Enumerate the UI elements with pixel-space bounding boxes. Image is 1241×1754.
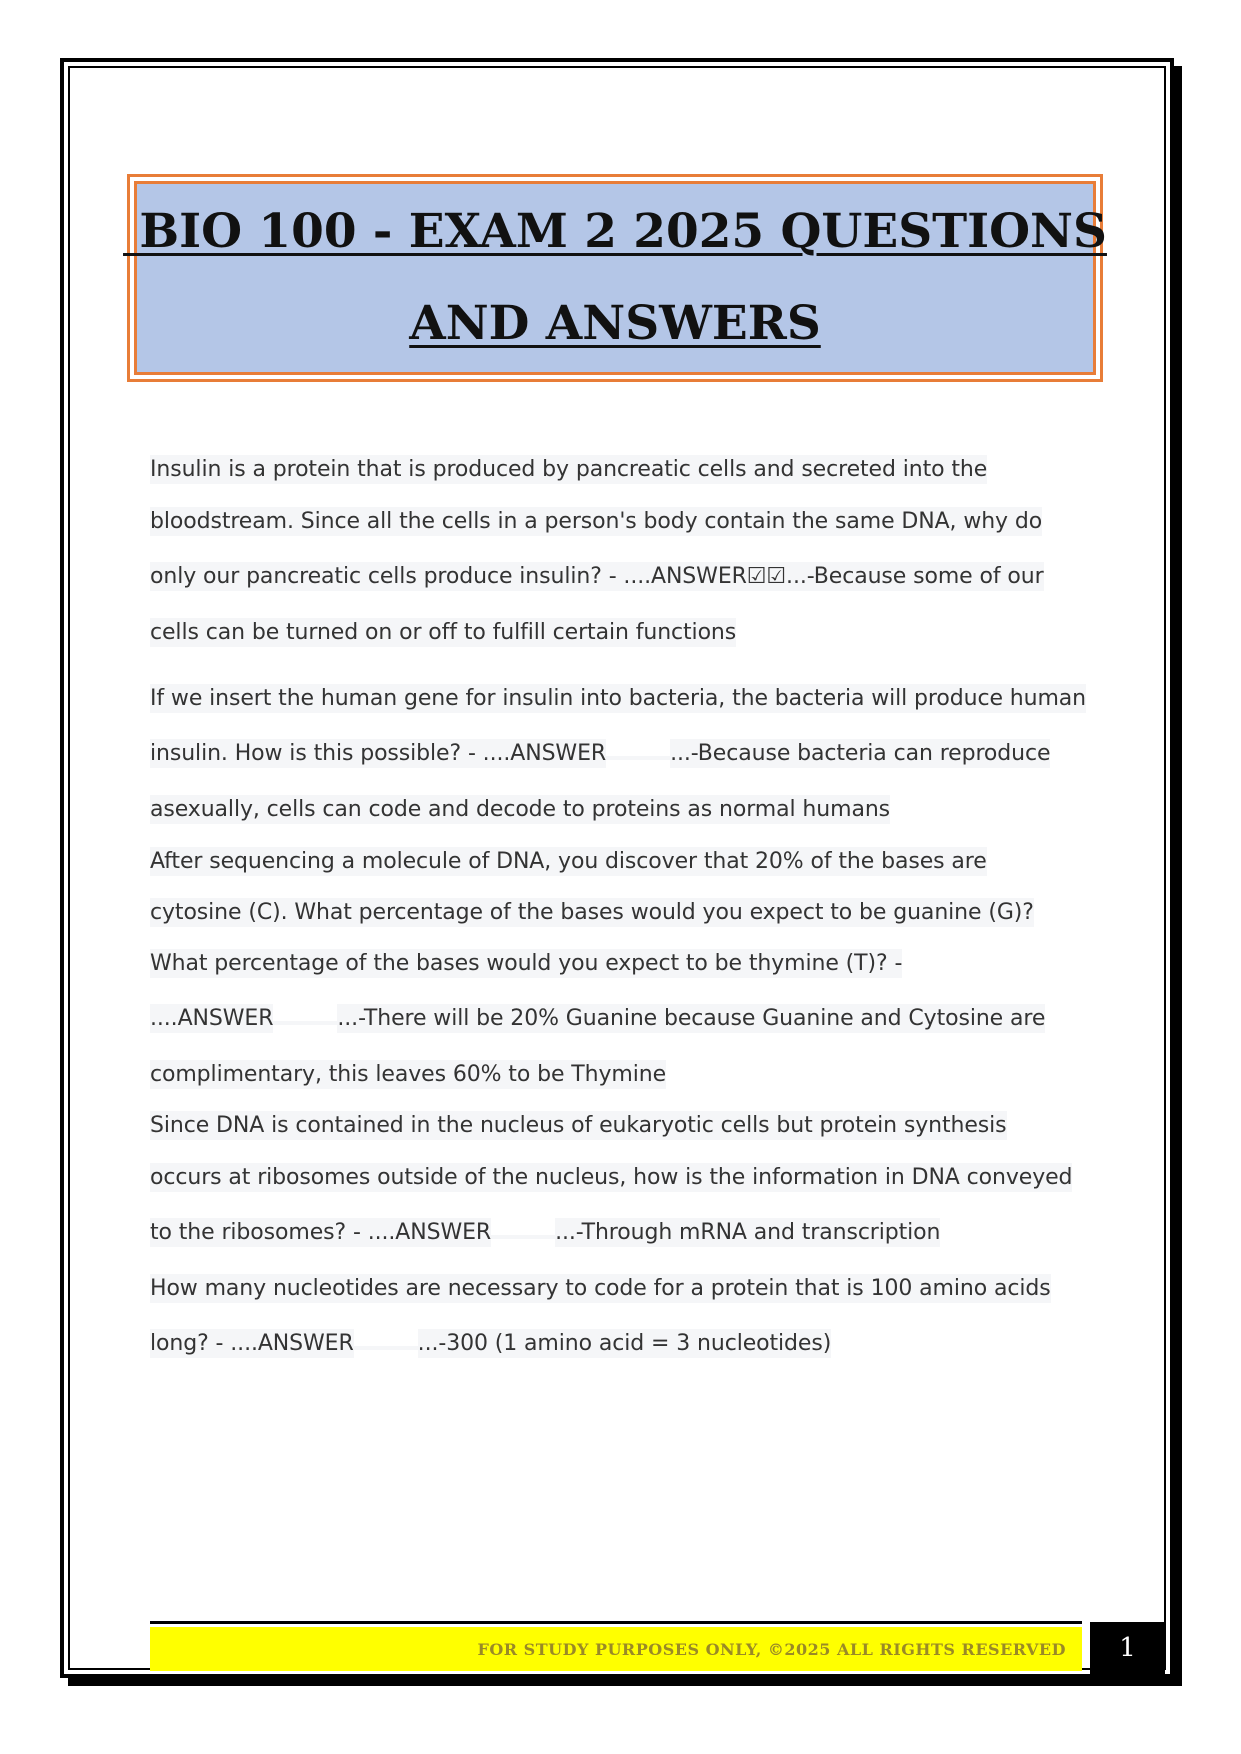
footer-rule [150,1621,1082,1624]
question-text: ....ANSWER [150,1006,274,1031]
answer-text: ...-There will be 20% Guanine because Guanine and Cytosine are [337,1006,1046,1031]
text-line: bloodstream. Since all the cells in a person's body contain the same DNA, why do [150,509,1043,534]
answer-gap [606,756,670,760]
qa-1-line-1 [150,455,987,484]
answer-gap [491,1235,555,1239]
qa-2-line-2 [150,739,1050,768]
qa-1-line-4 [150,618,736,647]
text-line: occurs at ribosomes outside of the nucleus, how is the information in DNA conveyed [150,1165,1073,1190]
answer-gap [354,1346,418,1350]
answer-text: ...-Through mRNA and transcription [555,1220,941,1245]
qa-2-line-3 [150,795,890,824]
question-text: long? - ....ANSWER [150,1331,354,1356]
qa-3-line-3 [150,949,902,978]
page-title-line-1: BIO 100 - EXAM 2 2025 QUESTIONS [123,204,1107,259]
answer-text: ...-300 (1 amino acid = 3 nucleotides) [417,1331,832,1356]
text-line: Insulin is a protein that is produced by pancreatic cells and secreted into the [150,457,988,482]
qa-1-line-2 [150,507,1042,536]
qa-3-line-1 [150,847,987,876]
page-number-box [1090,1622,1165,1674]
text-line: If we insert the human gene for insulin into bacteria, the bacteria will produce human [150,686,1087,711]
qa-5-line-1 [150,1274,1051,1303]
text-line: asexually, cells can code and decode to proteins as normal humans [150,797,891,822]
answer-gap [273,1021,337,1025]
title-box-inner [123,181,1107,375]
qa-5-line-2 [150,1329,831,1358]
answer-text: ...-Because bacteria can reproduce [670,741,1051,766]
qa-3-line-4 [150,1004,1045,1033]
qa-4-line-2 [150,1163,1072,1192]
qa-3-line-5 [150,1060,666,1089]
text-line: only our pancreatic cells produce insulin? - ....ANSWER☑☑...-Because some of our [150,564,1044,589]
qa-3-line-2 [150,898,1034,927]
qa-2-line-1 [150,684,1086,713]
text-line: cells can be turned on or off to fulfill certain functions [150,620,737,645]
page-title-line-2: AND ANSWERS [409,296,821,351]
footer-notice: FOR STUDY PURPOSES ONLY, ©2025 ALL RIGHTS RESERVED [477,1639,1066,1659]
title-box [123,174,1107,382]
text-line: What percentage of the bases would you expect to be thymine (T)? - [150,951,903,976]
question-text: to the ribosomes? - ....ANSWER [150,1220,492,1245]
text-line: How many nucleotides are necessary to code for a protein that is 100 amino acids [150,1276,1051,1301]
page-number: 1 [1119,1633,1136,1663]
question-text: insulin. How is this possible? - ....ANSWER [150,741,607,766]
text-line: complimentary, this leaves 60% to be Thymine [150,1062,667,1087]
qa-4-line-3 [150,1218,940,1247]
text-line: Since DNA is contained in the nucleus of eukaryotic cells but protein synthesis [150,1113,1007,1138]
footer-bar [150,1627,1082,1671]
text-line: After sequencing a molecule of DNA, you discover that 20% of the bases are [150,849,987,874]
qa-1-line-3 [150,562,1044,591]
text-line: cytosine (C). What percentage of the bases would you expect to be guanine (G)? [150,900,1034,925]
qa-4-line-1 [150,1111,1007,1140]
